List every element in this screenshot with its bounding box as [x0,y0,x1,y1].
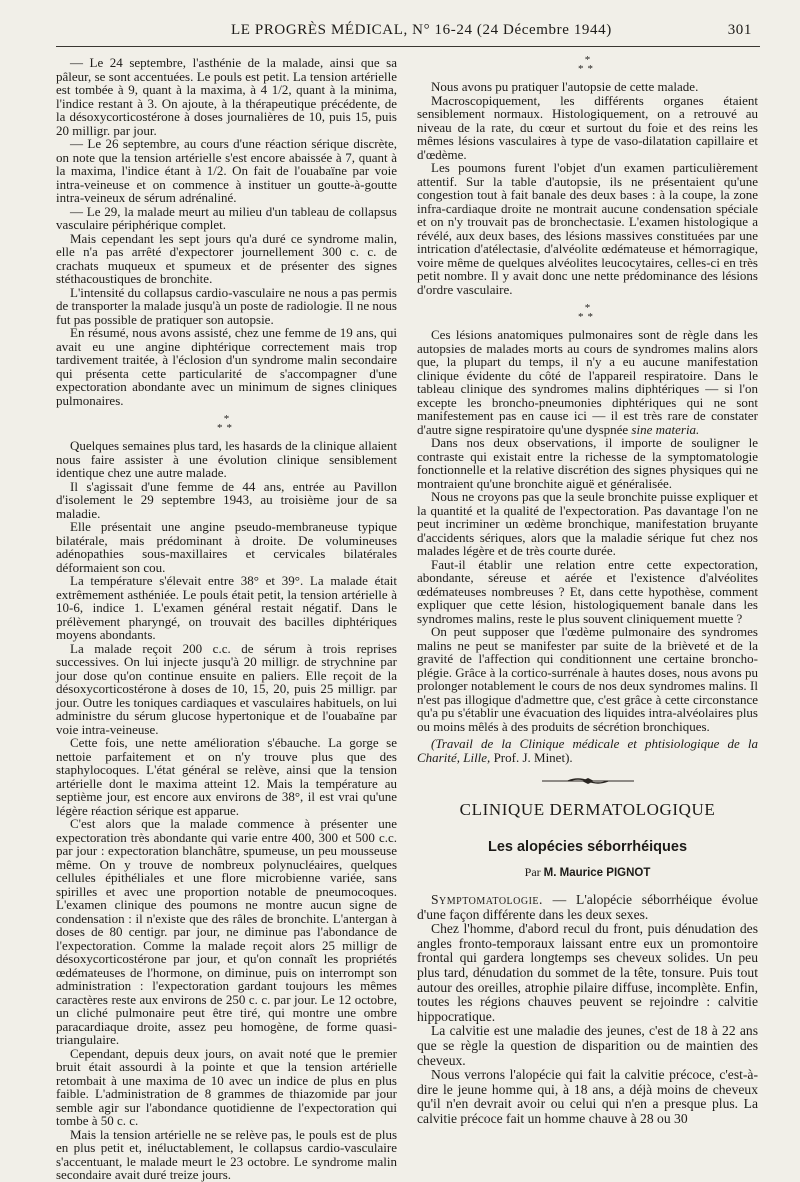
credit-roman: Prof. J. Minet). [490,749,573,765]
left-column [56,56,397,1182]
article-title: Les alopécies séborrhéiques [487,839,688,855]
byline [417,865,758,881]
page-number: 301 [727,22,752,38]
running-header [56,22,760,44]
asterism-divider: * ** [578,54,597,75]
paragraph: — Le 24 septembre, l'asthénie de la malade, ainsi que sa pâleur, se sont accentuées. Le pouls est petit. La tension artérielle est tombée à 9, quant à la maxima, à 4 1/2, quant à la minima, l'indice restant à 3. On ajoute, à la thérapeutique précédente, de la désoxycorticostérone à doses journalières de 10, puis 15, puis 20 milligr. par jour. [56,55,397,138]
paragraph: La malade reçoit 200 c.c. de sérum à trois reprises successives. On lui injecte jusqu'à 20 milligr. de strychnine par jour dose qu'on continue ensuite en paliers. Elle reçoit de la désoxycorticostérone à doses de 10, 15, 20, puis 25 milligr. par jour. Outre les toniques cardiaques et vasculaires habituels, on lui administre du sérum glucose hypertonique et de l'ouabaïne par voie intra-veineuse. [56,640,397,737]
affiliation-credit [417,737,758,764]
journal-title: LE PROGRÈS MÉDICAL, N° 16-24 (24 Décembre 1944) [231,22,612,38]
paragraph: Cette fois, une nette amélioration s'ébauche. La gorge se nettoie parfaitement et on n'y trouve plus que des staphylocoques. L'état général se relève, ainsi que la tension artérielle dont le maxima atteint 12. Mais la température au septième jour, est encore aux environs de 38°, il est vrai qu'une légère réaction sérique est apparue. [56,735,397,818]
paragraph: Macroscopiquement, les différents organes étaient sensiblement normaux. Histologiquement, on a retrouvé au niveau de la rate, du cœur et surtout du foie et des reins les mêmes lésions vasculaires à type de vaso-dilatation capillaire et d'œdème. [417,92,758,162]
byline-prefix: Par [524,865,541,879]
paragraph [417,328,758,436]
paragraph: Mais cependant les sept jours qu'a duré ce syndrome malin, elle n'a pas arrêté d'expectorer journellement 300 c. c. de crachats muqueux et spumeux et de présenter des signes stéthacoustiques de bronchite. [56,230,397,286]
paragraph: Cependant, depuis deux jours, on avait noté que le premier bruit était assourdi à la pointe et que la tension artérielle retombait à une maxima de 10 avec un indice de plus en plus faible. L'administration de 8 grammes de thiazomide par jour semble agir sur l'abondance quotidienne de l'expectoration qui tombe à 50 c. c. [56,1045,397,1128]
paragraph: Elle présentait une angine pseudo-membraneuse typique bilatérale, mais prédominant à droite. De volumineuses adénopathies sous-maxillaires et cervicales bilatérales déformaient son cou. [56,519,397,575]
section-title: CLINIQUE DERMATOLOGIQUE [459,800,716,819]
ornament-rule-icon [542,776,634,786]
paragraph: La température s'élevait entre 38° et 39°. La malade était extrêmement asthéniée. Le pouls était petit, la tension artérielle à 10-6, indice 1. L'examen général restait négatif. Dans le prélèvement pharyngé, on trouvait des bacilles diphtériques moyens abondants. [56,573,397,642]
paragraph: — Le 26 septembre, au cours d'une réaction sérique discrète, on note que la tension artérielle s'est encore abaissée à 7, quant à la maxima, l'indice étant à 1/2. On fait de l'ouabaïne par voie intra-veineuse et on commence à instituer un goutte-à-goutte intra-veineux de sérum adrénaliné. [56,136,397,205]
paragraph: Dans nos deux observations, il importe de souligner le contraste qui existait entre la richesse de la symptomatologie fonctionnelle et la relative discrétion des signes physiques qui ne montraient qu'une bronchite aiguë et généralisée. [417,435,758,491]
paragraph: Chez l'homme, d'abord recul du front, puis dénudation des angles fronto-temporaux laissant entre eux un promontoire frontal qui gardera longtemps ses cheveux solides. Un peu plus tard, dénudation du sommet de la tête, tonsure. Puis tout autour des oreilles, atrophie pilaire diffuse, incomplète. Enfin, toutes les régions chauves peuvent se rejoindre : calvitie hippocratique. [417,921,758,1024]
paragraph [417,893,758,922]
paragraph: Nous avons pu pratiquer l'autopsie de cette malade. [431,79,699,94]
paragraph: Quelques semaines plus tard, les hasards de la clinique allaient nous faire assister à une évolution clinique sensiblement identique chez une autre malade. [56,438,397,480]
paragraph: En résumé, nous avons assisté, chez une femme de 19 ans, qui avait eu une angine diphtérique correctement mais trop tardivement traitée, à l'éclosion d'un syndrome malin secondaire qui présenta cette particularité de s'accompagner d'une expectoration abondante avec un minimum de signes cliniques pulmonaires. [56,325,397,408]
paragraph: C'est alors que la malade commence à présenter une expectoration très abondante qui varie entre 400, 300 et 500 c.c. par jour : expectoration blanchâtre, spumeuse, un peu mousseuse même. On y trouve de nombreux polynucléaires, quelques cellules épithéliales et une flore microbienne variée, sans spirilles et avec une proportion notable de pneumocoques. L'examen clinique des poumons ne montre aucun signe de condensation : il n'existe que des râles de bronchite. L'antergan à doses de 80 centigr. par jour, ne diminue pas l'abondance de l'expectoration. Comme la malade reçoit alors 25 milligr de désoxycorticostérone par jour, et qu'on connaît les propriétés œdémateuses de l'hormone, on diminue, puis on interrompt son administration : l'expectoration gardant toujours les mêmes caractères reste aux environs de 250 c. c. par jour. Le 12 octobre, un cliché pulmonaire peut être tiré, qui montre une ombre paracardiaque droite, assez peu homogène, de forme quasi-triangulaire. [56,816,397,1047]
paragraph: — Le 29, la malade meurt au milieu d'un tableau de collapsus vasculaire périphérique complet. [56,203,397,232]
latin-phrase: sine materia. [631,421,700,437]
right-column [417,56,758,1127]
paragraph: Il s'agissait d'une femme de 44 ans, entrée au Pavillon d'isolement le 29 septembre 1943, au troisième jour de sa maladie. [56,478,397,521]
paragraph: Faut-il établir une relation entre cette expectoration, abondante, séreuse et aérée et l'existence d'alvéolites œdémateuses nombreuses ? Et, dans cette hypothèse, comment expliquer que cette lésion, histologiquement banale dans les syndromes malins, reste le plus souvent cliniquement muette ? [417,556,758,626]
paragraph: Les poumons furent l'objet d'un examen particulièrement attentif. Sur la table d'autopsie, ils ne présentaient qu'une congestion tout à fait banale des deux bases : à la coupe, la zone infra-cardiaque droite ne montrait aucune condensation spéciale et on n'y trouvait pas de bronchectasie. L'examen histologique a révélé, aux deux bases, des lésions massives constituées par une intrication d'atélectasie, d'alvéolite œdémateuse et hémorragique, voire même de quelques alvéolites leucocytaires, celles-ci en très petit nombre. Il y avait donc une nette prédominance des lésions d'ordre vasculaire. [417,160,758,297]
paragraph-text: — L'alopécie séborrhéique évolue d'une façon différente dans les deux sexes. [417,892,758,922]
paragraph-text: Ces lésions anatomiques pulmonaires sont de règle dans les autopsies de malades morts au cours de syndromes malins alors que, la plupart du temps, il n'y a eu aucune manifestation clinique évidente du côté de l'appareil respiratoire. Dans le tableau clinique des syndromes malins diphtériques — si l'on excepte les broncho-pneumonies diphtériques qui ne sont manifestement pas en cause ici — il est très rare de constater d'autre signe respiratoire qu'une dyspnée [417,327,758,437]
asterism-divider: * ** [578,302,597,323]
paragraph: L'intensité du collapsus cardio-vasculaire ne nous a pas permis de transporter la malade jusqu'à un poste de radiologie. Il ne nous fut pas possible de pratiquer son autopsie. [56,284,397,327]
asterism-divider: * ** [217,413,236,434]
paragraph: Nous ne croyons pas que la seule bronchite puisse expliquer et la quantité et la qualité de l'expectoration. Pas davantage l'on ne peut incriminer un œdème bronchique, manifestation bruyante d'accidents sériques, alors que la maladie sérique fut chez nos malades légère et de très courte durée. [417,489,758,558]
paragraph: La calvitie est une maladie des jeunes, c'est de 18 à 22 ans que se règle la question de disparition ou de maintien des cheveux. [417,1023,758,1068]
credit-italic: (Travail de la Clinique médicale et phtisiologique de la Charité, Lille, [417,736,758,765]
paragraph: Mais la tension artérielle ne se relève pas, le pouls est de plus en plus petit et, inéluctablement, le collapsus cardio-vasculaire s'accentuant, le malade meurt le 23 octobre. Le syndrome malin secondaire avait duré treize jours. [56,1126,397,1182]
author-name: M. Maurice PIGNOT [543,867,651,879]
ornament-divider [417,776,758,786]
subsection-label: Symptomatologie. [431,892,543,907]
paragraph: Nous verrons l'alopécie qui fait la calvitie précoce, c'est-à-dire le jeune homme qui, à 18 ans, a déjà moins de cheveux qu'il n'en devrait avoir ou celui qui n'en a presque plus. La calvitie précoce fait un homme chauve à 28 ou 30 [417,1067,758,1126]
header-rule [56,46,760,47]
paragraph: On peut supposer que l'œdème pulmonaire des syndromes malins ne peut se manifester par suite de la brièveté et de la gravité de l'affection qui conditionnent une certaine broncho-plégie. Grâce à la cortico-surrénale à hautes doses, nous avons pu prolonger notablement le cours de nos deux syndromes malins. Il n'est pas illogique d'admettre que, c'est grâce à cette circonstance qu'a pu s'établir une évacuation des liquides intra-alvéolaires plus ou moins mêlés à des produits de sécrétion bronchiques. [417,624,758,734]
